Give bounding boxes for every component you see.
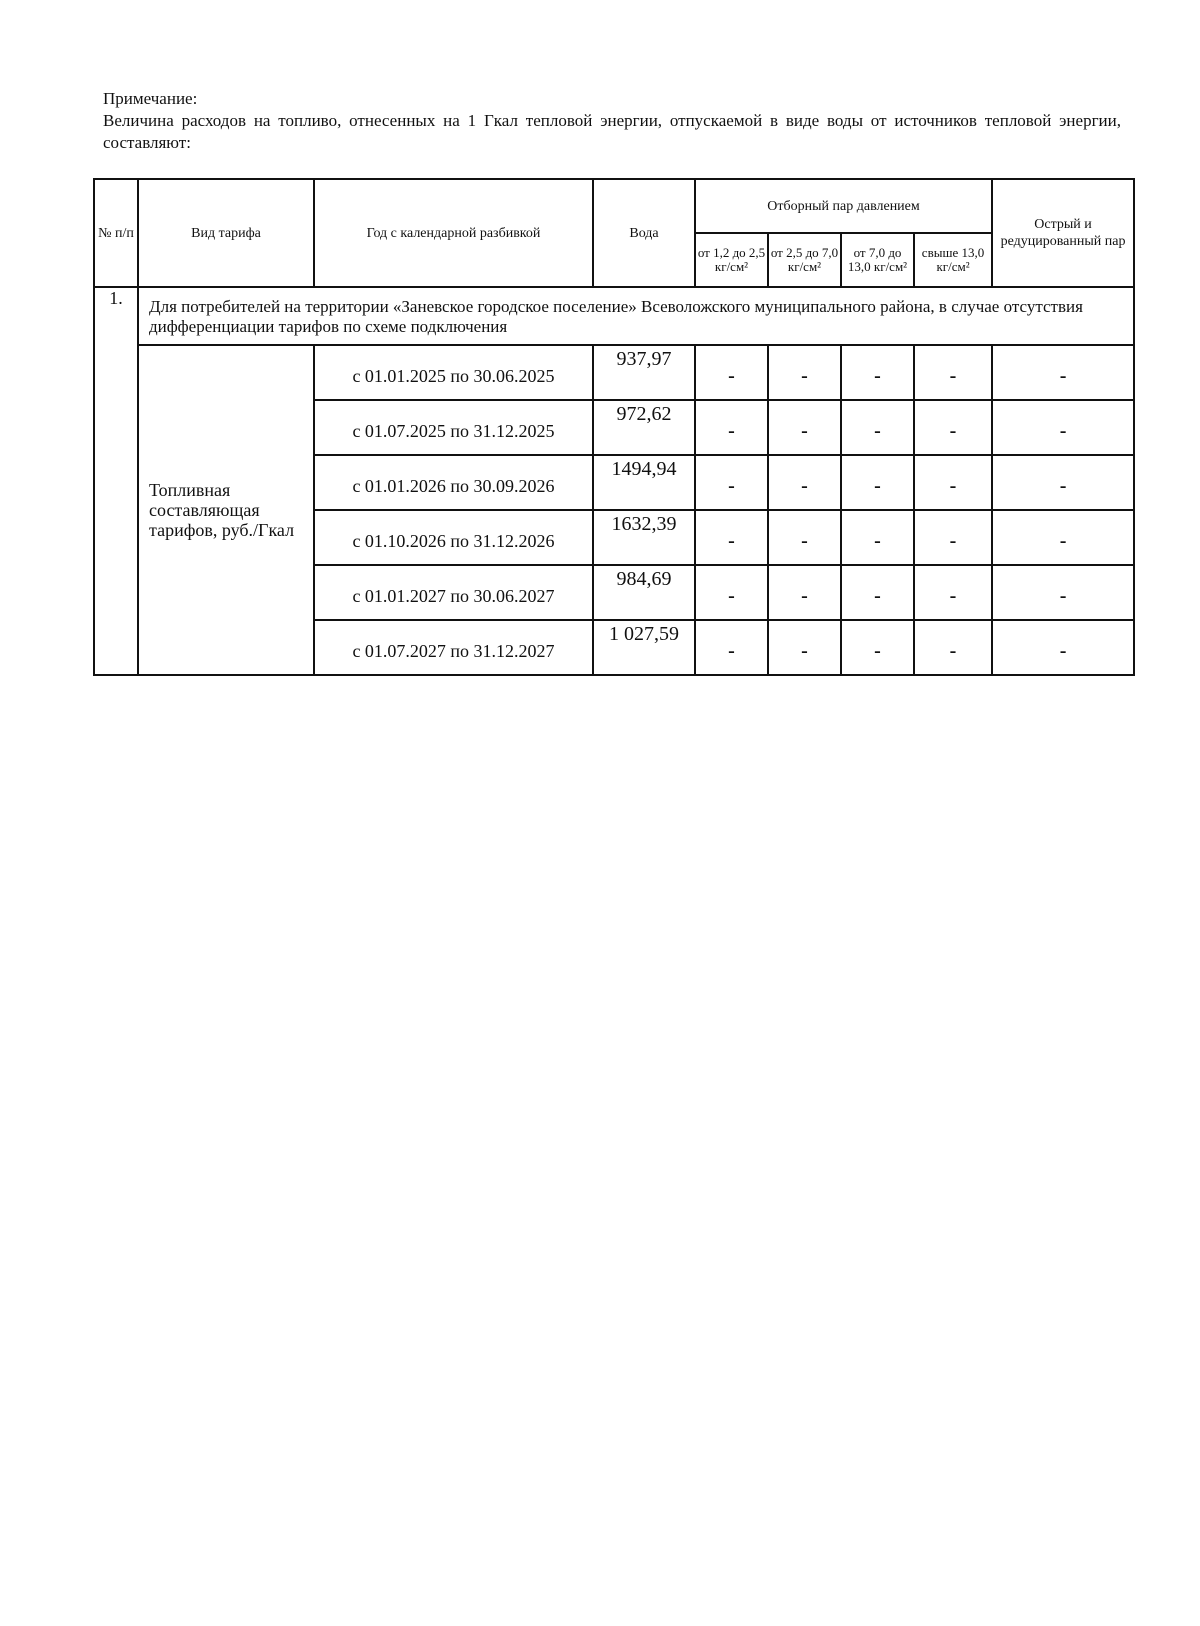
sharp-steam-value: - <box>992 455 1134 510</box>
steam-1-value: - <box>695 620 768 675</box>
steam-4-value: - <box>914 510 992 565</box>
row-number-cell <box>94 287 138 675</box>
steam-3-value: - <box>841 565 914 620</box>
steam-4-value: - <box>914 345 992 400</box>
header-period: Год с календарной разбивкой <box>314 179 593 287</box>
steam-2-value: - <box>768 345 841 400</box>
sharp-steam-value: - <box>992 565 1134 620</box>
row-number: 1. <box>109 288 123 308</box>
steam-4-value: - <box>914 565 992 620</box>
header-num: № п/п <box>94 179 138 287</box>
period-cell: с 01.01.2025 по 30.06.2025 <box>314 345 593 400</box>
steam-1-value: - <box>695 400 768 455</box>
steam-2-value: - <box>768 620 841 675</box>
steam-2-value: - <box>768 510 841 565</box>
sharp-steam-value: - <box>992 620 1134 675</box>
steam-1-value: - <box>695 510 768 565</box>
steam-3-value: - <box>841 620 914 675</box>
header-steam-4: свыше 13,0 кг/см² <box>914 233 992 287</box>
sharp-steam-value: - <box>992 400 1134 455</box>
steam-1-value: - <box>695 565 768 620</box>
period-cell: с 01.07.2027 по 31.12.2027 <box>314 620 593 675</box>
water-value: 972,62 <box>593 400 695 455</box>
steam-4-value: - <box>914 620 992 675</box>
steam-1-value: - <box>695 345 768 400</box>
header-steam-group: Отборный пар давлением <box>695 179 992 233</box>
header-steam-2: от 2,5 до 7,0 кг/см² <box>768 233 841 287</box>
tariff-table <box>93 178 1135 676</box>
steam-3-value: - <box>841 400 914 455</box>
water-value: 937,97 <box>593 345 695 400</box>
period-cell: с 01.01.2026 по 30.09.2026 <box>314 455 593 510</box>
note-block <box>103 88 1121 154</box>
period-cell: с 01.01.2027 по 30.06.2027 <box>314 565 593 620</box>
steam-2-value: - <box>768 565 841 620</box>
steam-3-value: - <box>841 345 914 400</box>
water-value: 1632,39 <box>593 510 695 565</box>
header-steam-3: от 7,0 до 13,0 кг/см² <box>841 233 914 287</box>
table-row <box>94 345 1134 400</box>
steam-3-value: - <box>841 510 914 565</box>
sharp-steam-value: - <box>992 510 1134 565</box>
steam-1-value: - <box>695 455 768 510</box>
header-sharp-steam: Острый и редуцированный пар <box>992 179 1134 287</box>
header-water: Вода <box>593 179 695 287</box>
note-label: Примечание: <box>103 89 198 108</box>
water-value: 1494,94 <box>593 455 695 510</box>
steam-2-value: - <box>768 400 841 455</box>
steam-4-value: - <box>914 400 992 455</box>
steam-4-value: - <box>914 455 992 510</box>
steam-2-value: - <box>768 455 841 510</box>
sharp-steam-value: - <box>992 345 1134 400</box>
note-text: Величина расходов на топливо, отнесенных на 1 Гкал тепловой энергии, отпускаемой в виде воды от источников тепловой энергии, составляют: <box>103 111 1121 152</box>
steam-3-value: - <box>841 455 914 510</box>
tariff-name: Топливная составляющая тарифов, руб./Гкал <box>138 345 314 675</box>
period-cell: с 01.10.2026 по 31.12.2026 <box>314 510 593 565</box>
water-value: 984,69 <box>593 565 695 620</box>
header-tariff-type: Вид тарифа <box>138 179 314 287</box>
period-cell: с 01.07.2025 по 31.12.2025 <box>314 400 593 455</box>
header-steam-1: от 1,2 до 2,5 кг/см² <box>695 233 768 287</box>
section-title: Для потребителей на территории «Заневское городское поселение» Всеволожского муниципального района, в случае отсутствия дифференциации тарифов по схеме подключения <box>138 287 1134 345</box>
water-value: 1 027,59 <box>593 620 695 675</box>
